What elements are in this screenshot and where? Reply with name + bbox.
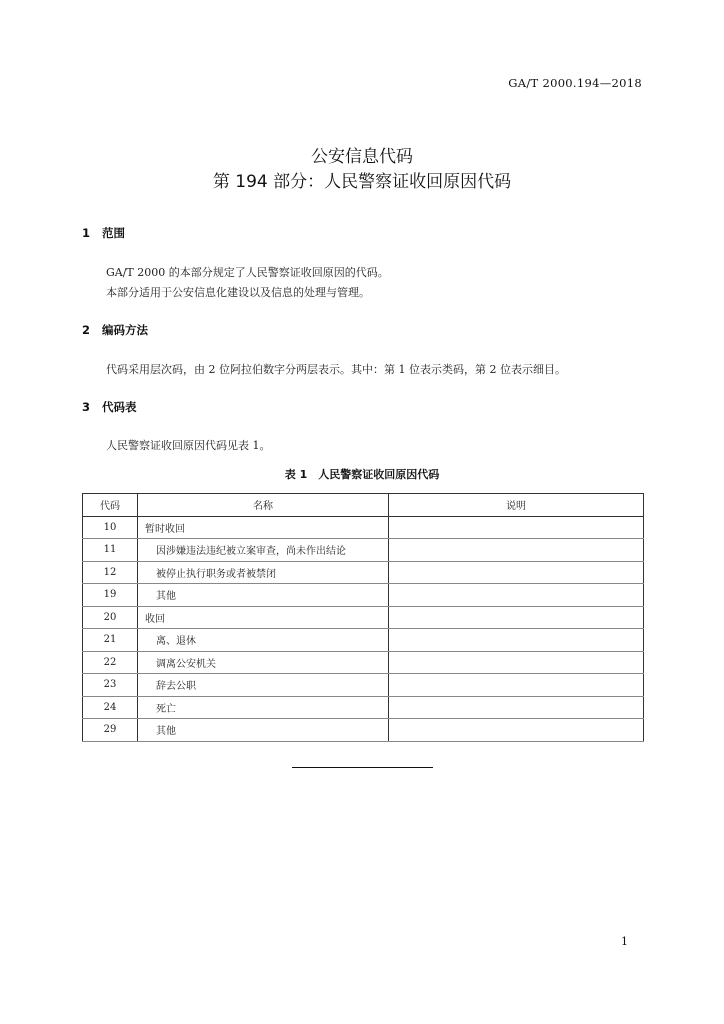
note-cell	[389, 561, 644, 584]
code-cell: 10	[83, 516, 138, 539]
note-cell	[389, 606, 644, 629]
code-cell: 22	[83, 651, 138, 674]
paragraph: 人民警察证收回原因代码见表 1。	[106, 439, 271, 452]
column-header-code: 代码	[83, 494, 138, 517]
document-subtitle: 第 194 部分：人民警察证收回原因代码	[212, 172, 512, 192]
end-of-standard-rule	[292, 767, 433, 768]
table-row	[83, 584, 644, 607]
code-cell: 23	[83, 674, 138, 697]
note-cell	[389, 674, 644, 697]
note-cell	[389, 539, 644, 562]
table-row	[83, 539, 644, 562]
code-table	[82, 493, 644, 742]
table-row	[83, 606, 644, 629]
section-heading-scope	[82, 225, 125, 241]
section-number: 2	[82, 323, 91, 337]
code-cell: 11	[83, 539, 138, 562]
table-header-row	[83, 494, 644, 517]
note-cell	[389, 629, 644, 652]
name-cell: 辞去公职	[138, 674, 389, 697]
table-row	[83, 561, 644, 584]
name-cell: 暂时收回	[138, 516, 389, 539]
code-cell: 21	[83, 629, 138, 652]
section-number: 1	[82, 226, 91, 240]
section-title: 代码表	[102, 400, 137, 414]
code-cell: 24	[83, 696, 138, 719]
code-cell: 12	[83, 561, 138, 584]
section-number: 3	[82, 400, 91, 414]
name-cell: 其他	[138, 719, 389, 742]
paragraph: 本部分适用于公安信息化建设以及信息的处理与管理。	[106, 286, 370, 299]
code-cell: 19	[83, 584, 138, 607]
name-cell: 收回	[138, 606, 389, 629]
name-cell: 其他	[138, 584, 389, 607]
note-cell	[389, 584, 644, 607]
standard-number: GA/T 2000.194—2018	[508, 76, 642, 90]
code-cell: 20	[83, 606, 138, 629]
document-title: 公安信息代码	[311, 147, 413, 167]
name-cell: 离、退休	[138, 629, 389, 652]
table-row	[83, 516, 644, 539]
table-row	[83, 696, 644, 719]
note-cell	[389, 696, 644, 719]
code-cell: 29	[83, 719, 138, 742]
section-heading-coding-method	[82, 322, 148, 338]
name-cell: 被停止执行职务或者被禁闭	[138, 561, 389, 584]
note-cell	[389, 719, 644, 742]
paragraph: 代码采用层次码，由 2 位阿拉伯数字分两层表示。其中：第 1 位表示类码，第 2 位表示细目。	[106, 363, 566, 376]
section-heading-code-table	[82, 399, 137, 415]
name-cell: 死亡	[138, 696, 389, 719]
table-row	[83, 629, 644, 652]
table-caption: 表 1 人民警察证收回原因代码	[284, 468, 440, 481]
section-title: 编码方法	[102, 323, 148, 337]
table-row	[83, 651, 644, 674]
paragraph: GA/T 2000 的本部分规定了人民警察证收回原因的代码。	[106, 266, 389, 279]
page-number: 1	[621, 935, 628, 948]
note-cell	[389, 651, 644, 674]
table-row	[83, 719, 644, 742]
table-row	[83, 674, 644, 697]
name-cell: 调离公安机关	[138, 651, 389, 674]
section-title: 范围	[102, 226, 125, 240]
column-header-name: 名称	[138, 494, 389, 517]
name-cell: 因涉嫌违法违纪被立案审查，尚未作出结论	[138, 539, 389, 562]
column-header-note: 说明	[389, 494, 644, 517]
note-cell	[389, 516, 644, 539]
